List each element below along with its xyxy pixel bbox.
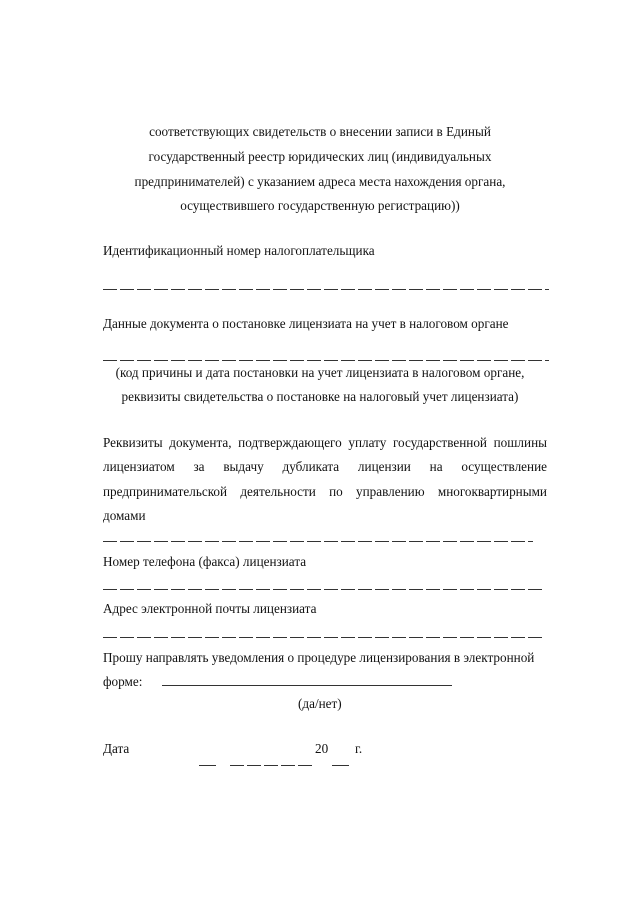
- intro-line-4: осуществившего государственную регистрацию)): [180, 198, 460, 213]
- intro-line-2: государственный реестр юридических лиц (индивидуальных: [148, 149, 492, 164]
- tax-doc-note-line-1: (код причины и дата постановки на учет лицензиата в налоговом органе,: [115, 365, 525, 380]
- intro-line-1: соответствующих свидетельств о внесении записи в Единый: [149, 124, 491, 139]
- date-year-line[interactable]: [332, 765, 349, 766]
- date-month-line[interactable]: [230, 765, 312, 766]
- intro-line-3: предпринимателей) с указанием адреса места нахождения органа,: [134, 174, 506, 189]
- date-day-line[interactable]: [199, 765, 216, 766]
- payment-line-4: домами: [103, 508, 146, 523]
- date-label: Дата: [103, 741, 130, 756]
- year-prefix: 20: [315, 741, 329, 756]
- payment-field-line[interactable]: [103, 541, 533, 542]
- tax-doc-note-line-2: реквизиты свидетельства о постановке на налоговый учет лицензиата): [121, 389, 519, 404]
- email-label: Адрес электронной почты лицензиата: [103, 601, 317, 616]
- notify-form-label: форме:: [103, 674, 143, 689]
- tax-doc-field-line[interactable]: [103, 360, 549, 361]
- payment-line-1: Реквизиты документа, подтверждающего уплату государственной пошлины: [103, 435, 547, 450]
- phone-field-line[interactable]: [103, 589, 543, 590]
- notify-answer-line[interactable]: [162, 685, 452, 686]
- payment-line-3: предпринимательской деятельности по управлению многоквартирными: [103, 484, 547, 499]
- inn-field-line[interactable]: [103, 289, 549, 290]
- payment-line-2: лицензиатом за выдачу дубликата лицензии на осуществление: [103, 459, 547, 474]
- notify-hint: (да/нет): [298, 696, 342, 711]
- year-suffix: г.: [355, 741, 363, 756]
- phone-label: Номер телефона (факса) лицензиата: [103, 554, 307, 569]
- notify-line-1: Прошу направлять уведомления о процедуре лицензирования в электронной: [103, 650, 535, 665]
- email-field-line[interactable]: [103, 637, 543, 638]
- tax-doc-label: Данные документа о постановке лицензиата на учет в налоговом органе: [103, 316, 509, 331]
- inn-label: Идентификационный номер налогоплательщика: [103, 243, 375, 258]
